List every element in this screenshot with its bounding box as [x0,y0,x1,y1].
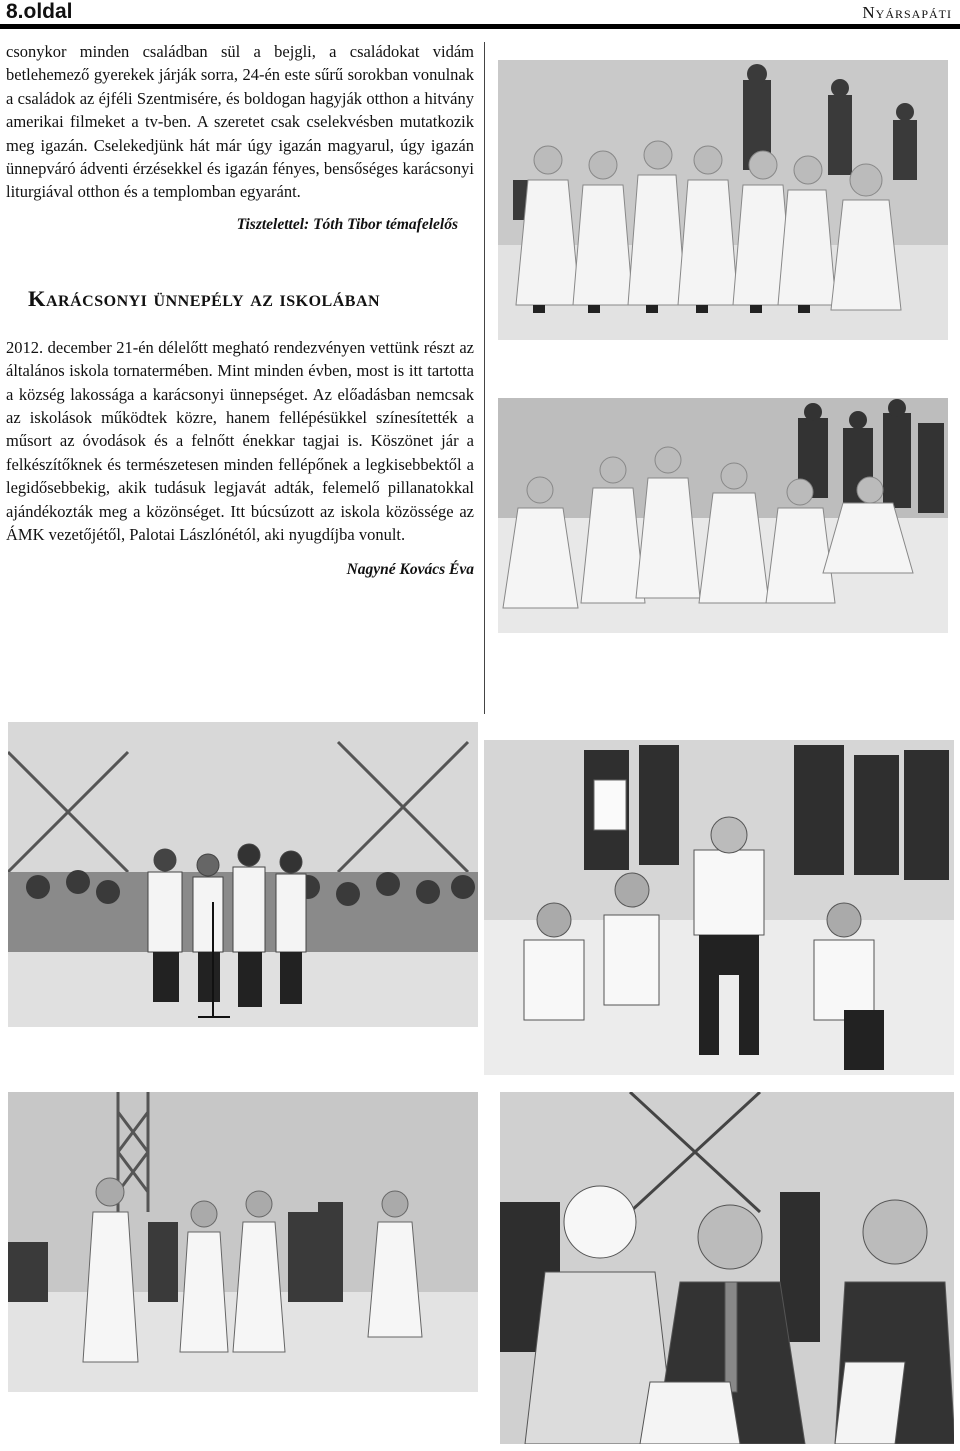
article-author: Nagyné Kovács Éva [346,560,474,578]
text-column [6,40,474,579]
photo-seated-audience [484,740,954,1075]
article-body-text: 2012. december 21-én délelőtt megható rendezvényen vettünk részt az általános iskola tornatermében. Mint minden évben, most is itt tartotta a község lakossága a karácsonyi ünnepséget. Az előadásban nemcsak az iskolások működtek közre, hanem fellépésükkel színesítették a műsort az óvodások és a felnőtt énekkar tagjai is. Köszönet jár a felkészítőknek és természetesen minden fellépőnek a legkisebbektől a legidősebbekig, akik tudásuk legjavát adták, felemelő pillanatokkal ajándékozták meg a közönséget. Itt búcsúzott az iskola közössége az ÁMK vezetőjétől, Palotai Lászlónétól, aki nyugdíjba vonult. [6,337,474,545]
header-rule [0,24,960,29]
page-number: 8.oldal [6,0,73,23]
article-title: Karácsonyi ünnepély az iskolában [28,285,381,311]
photo-angels-performance [498,60,948,340]
article-continuation-text: csonykor minden családban sül a bejgli, a családokat vidám betlehemező gyerekek járják sorra, 24-én este sűrű sorokban vonulnak a családok az éjféli Szentmisére, és boldogan hagyják otthon a hitvány amerikai filmeket a tv-ben. A szeretet csak cselekvésben mutatkozik meg igazán. Cselekedjünk hát már úgy igazán magyarul, úgy igazán ünnepváró ádventi érzésekkel és igazán fényes, bensőséges karácsonyi liturgiával otthon és a templomban egyaránt. [6,42,474,202]
photo-girls-singing [8,722,478,1027]
page-header [0,0,960,26]
photo-adult-audience [500,1092,954,1444]
article-signature: Tisztelettel: Tóth Tibor témafelelős [236,215,458,233]
photo-angel-procession [8,1092,478,1392]
photo-dancing-children [498,398,948,633]
column-divider [484,42,485,714]
newspaper-name: Nyársapáti [862,3,952,22]
